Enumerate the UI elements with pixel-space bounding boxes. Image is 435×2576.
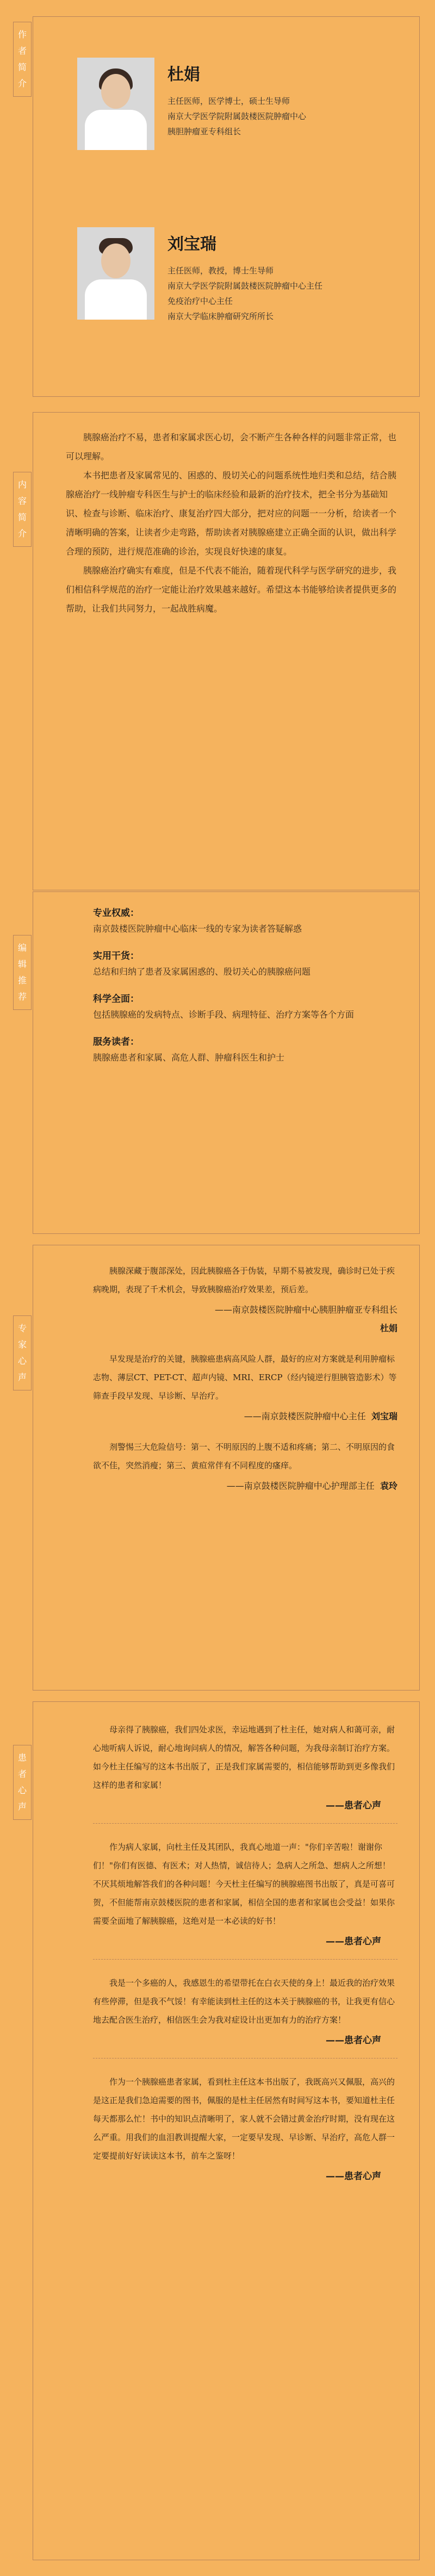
feature-label: 服务读者：	[93, 1037, 139, 1047]
patient-signature: ——患者心声	[326, 2035, 381, 2046]
features-section-tag: 编 辑 推 荐	[13, 935, 32, 1010]
review-text: 早发现是治疗的关键，胰腺癌患病高风险人群，最好的应对方案就是利用肿瘤标志物、薄层CT、PET-CT、超声内镜、MRI、ERCP（经内镜逆行胆胰管造影术）等筛查手段早发现、早诊断、早治疗。	[93, 1354, 397, 1401]
feature-text: 总结和归纳了患者及家属困惑的、殷切关心的胰腺癌问题	[93, 966, 311, 977]
review-text: 剂警惕三大危险信号：第一、不明原因的上腹不适和疼痛；第二、不明原因的食欲不佳，突然消瘦；第三、黄疸常伴有不同程度的瘙痒。	[93, 1442, 395, 1470]
author-line: 主任医师，医学博士，硕士生导师	[167, 96, 290, 106]
divider	[93, 1823, 397, 1824]
review-text: 胰腺深藏于腹部深处，因此胰腺癌各于伪装，早期不易被发现，确诊时已处于疾病晚期，表现了千术机会，导致胰腺癌治疗效果差，预后差。	[93, 1266, 395, 1294]
reviews-panel	[33, 1245, 420, 1691]
patient-signature: ——患者心声	[326, 2171, 381, 2182]
intro-paragraph: 胰腺癌治疗确实有难度，但是不代表不能治，随着现代科学与医学研究的进步，我们相信科学规范的治疗一定能让治疗效果越来越好。希望这本书能够给读者提供更多的帮助，让我们共同努力，一起战胜病魔。	[66, 565, 397, 614]
review-signature: ——南京鼓楼医院肿瘤中心主任 刘宝瑞	[244, 1411, 397, 1421]
patient-signature: ——患者心声	[326, 1800, 381, 1811]
author-card	[77, 227, 322, 324]
author-line: 免疫治疗中心主任	[167, 296, 233, 306]
author-name: 杜娟	[167, 65, 200, 84]
authors-section-tag: 作 者 简 介	[13, 22, 32, 97]
author-card	[77, 58, 306, 150]
patient-signature: ——患者心声	[326, 1936, 381, 1947]
author-name: 刘宝瑞	[167, 235, 216, 254]
patient-review-text: 作为一个胰腺癌患者家属，看到杜主任这本书出版了，我既高兴又佩服，高兴的是这正是我们急迫需要的图书，佩服的是杜主任居然有时间写这本书，要知道杜主任每天都那么忙！书中的知识点清晰明了，家人就不会错过黄金治疗时期，没有现在这么严重。用我们的血泪教训提醒大家，一定要早发现、早诊断、早治疗，高危人群一定要提前好好读读这本书，前车之鉴呀！	[93, 2077, 395, 2161]
patients-panel	[33, 1701, 420, 2560]
reviews-section-tag: 专 家 心 声	[13, 1315, 32, 1390]
feature-label: 专业权威：	[93, 908, 139, 919]
feature-text: 胰腺癌患者和家属、高危人群、肿瘤科医生和护士	[93, 1052, 285, 1063]
patients-section-tag: 患 者 心 声	[13, 1745, 32, 1820]
feature-text: 南京鼓楼医院肿瘤中心临床一线的专家为读者答疑解惑	[93, 924, 302, 934]
intro-panel	[33, 412, 420, 890]
review-signature: ——南京鼓楼医院肿瘤中心胰胆肿瘤亚专科组长 杜娟	[214, 1305, 397, 1333]
author-line: 南京大学临床肿瘤研究所所长	[167, 311, 274, 321]
intro-paragraph: 本书把患者及家属常见的、困惑的、殷切关心的问题系统性地归类和总结，结合胰腺癌治疗一线肿瘤专科医生与护士的临床经验和最新的治疗技术，把全书分为基础知识、检查与诊断、临床治疗、康复治疗四大部分，把对应的问题一一分析，给读者一个清晰明确的答案，让读者少走弯路，帮助读者对胰腺癌建立正确全面的认识，做出科学合理的预防，进行规范准确的诊治，实现良好快速的康复。	[66, 470, 397, 557]
author-photo	[77, 227, 154, 320]
patient-review-text: 作为病人家属，向杜主任及其团队，我真心地道一声："你们辛苦啦！谢谢你们！"你们有医德、有医术；对人热情，诚信待人；急病人之所急、想病人之所想！不厌其烦地解答我们的各种问题！今天杜主任编写的胰腺癌图书出版了，真是可喜可贺，不但能帮南京鼓楼医院的患者和家属，相信全国的患者和家属也会受益！如果你需要全面地了解胰腺癌，这绝对是一本必读的好书！	[93, 1842, 395, 1926]
intro-paragraph: 胰腺癌治疗不易，患者和家属求医心切，会不断产生各种各样的问题非常正常，也可以理解。	[66, 432, 397, 461]
author-line: 胰胆肿瘤亚专科组长	[167, 127, 241, 136]
divider	[93, 1959, 397, 1960]
author-photo	[77, 58, 154, 150]
review-signature: ——南京鼓楼医院肿瘤中心护理部主任 袁玲	[226, 1481, 397, 1491]
intro-section-tag: 内 容 简 介	[13, 472, 32, 547]
author-line: 主任医师，教授，博士生导师	[167, 266, 274, 276]
author-line: 南京大学医学院附属鼓楼医院肿瘤中心	[167, 111, 307, 121]
feature-label: 科学全面：	[93, 994, 139, 1005]
patient-review-text: 母亲得了胰腺癌，我们四处求医，幸运地遇到了杜主任，她对病人和蔼可亲，耐心地听病人诉说，耐心地询问病人的情况，解答各种问题，为我母亲制订治疗方案。如今杜主任编写的这本书出版了，正是我们家属需要的，相信能够帮助到更多像我们这样的患者和家属！	[93, 1725, 395, 1790]
divider	[93, 2058, 397, 2059]
author-line: 南京大学医学院附属鼓楼医院肿瘤中心主任	[167, 281, 323, 291]
feature-label: 实用干货：	[93, 951, 139, 962]
features-panel	[33, 891, 420, 1234]
patient-review-text: 我是一个多癌的人，我感恩生的希望带托在白衣天使的身上！最近我的治疗效果有些停滞，但是我不气馁！有幸能读到杜主任的这本关于胰腺癌的书，让我更有信心地去配合医生治疗，相信医生会为我对症设计出更加有力的治疗方案！	[93, 1978, 395, 2025]
feature-text: 包括胰腺癌的发病特点、诊断手段、病理特征、治疗方案等各个方面	[93, 1009, 355, 1020]
